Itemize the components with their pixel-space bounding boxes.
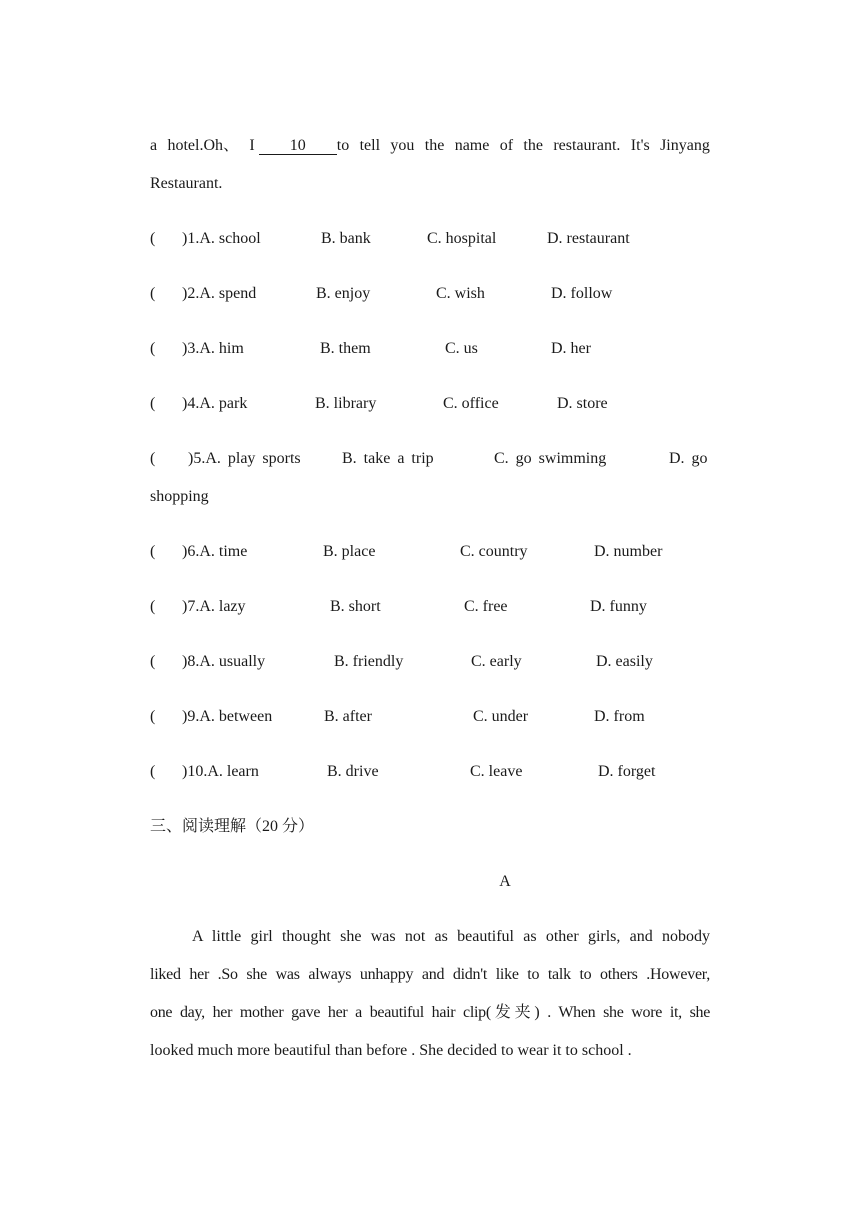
option-b: B. library [315, 395, 377, 412]
question-2 [150, 284, 710, 304]
reading-line-1: A little girl thought she was not as beautiful as other girls, and nobody [192, 928, 710, 945]
option-d: D. easily [596, 653, 653, 670]
option-a: )6.A. time [182, 543, 248, 560]
word: the [523, 137, 543, 154]
option-c: C. go swimming [494, 450, 607, 467]
word: restaurant. [553, 137, 621, 154]
option-a: )8.A. usually [182, 653, 266, 670]
option-a: )1.A. school [182, 230, 261, 247]
reading-line-3: one day, her mother gave her a beautiful hair clip(发夹) . When she wore it, she [150, 1004, 710, 1021]
answer-paren[interactable]: ( [150, 653, 156, 670]
option-c: C. country [460, 543, 528, 560]
passage-line-2: Restaurant. [150, 175, 223, 192]
answer-paren[interactable]: ( [150, 450, 156, 467]
option-d: D. her [551, 340, 591, 357]
answer-paren[interactable]: ( [150, 763, 156, 780]
question-9 [150, 707, 710, 727]
option-c: C. office [443, 395, 499, 412]
answer-paren[interactable]: ( [150, 230, 156, 247]
option-c: C. free [464, 598, 508, 615]
word: the [424, 137, 445, 154]
option-b: B. them [320, 340, 371, 357]
answer-blank[interactable]: 10 [259, 137, 337, 155]
option-b: B. place [323, 543, 376, 560]
answer-paren[interactable]: ( [150, 340, 156, 357]
word: hotel.Oh、 [167, 137, 240, 154]
question-3 [150, 339, 710, 359]
word: you [390, 137, 415, 154]
answer-paren[interactable]: ( [150, 708, 156, 725]
word: tell [359, 137, 381, 154]
question-4 [150, 394, 710, 414]
question-8 [150, 652, 710, 672]
blank-group [249, 136, 349, 156]
question-1 [150, 229, 710, 249]
answer-paren[interactable]: ( [150, 395, 156, 412]
question-10 [150, 762, 710, 782]
reading-line-2: liked her .So she was always unhappy and didn't like to talk to others .However, [150, 966, 710, 983]
option-d: D. go [669, 450, 708, 467]
option-d: D. store [557, 395, 608, 412]
word: a [150, 137, 158, 154]
reading-line-4: looked much more beautiful than before . She decided to wear it to school . [150, 1042, 632, 1059]
option-b: B. take a trip [342, 450, 434, 467]
option-b: B. after [324, 708, 372, 725]
option-d: D. follow [551, 285, 613, 302]
option-a: )9.A. between [182, 708, 273, 725]
option-b: B. enjoy [316, 285, 371, 302]
option-a: )2.A. spend [182, 285, 257, 302]
option-a: )3.A. him [182, 340, 244, 357]
word: to [336, 137, 350, 154]
question-7 [150, 597, 710, 617]
word: of [499, 137, 514, 154]
option-d: D. funny [590, 598, 647, 615]
option-c: C. leave [470, 763, 523, 780]
option-c: C. us [445, 340, 478, 357]
option-b: B. friendly [334, 653, 404, 670]
option-b: B. bank [321, 230, 371, 247]
option-a: )4.A. park [182, 395, 248, 412]
passage-title: A [499, 873, 511, 890]
section-heading: 三、阅读理解（20 分） [150, 818, 315, 835]
option-c: C. wish [436, 285, 485, 302]
word: It's [630, 137, 650, 154]
option-c: C. under [473, 708, 529, 725]
answer-paren[interactable]: ( [150, 598, 156, 615]
answer-paren[interactable]: ( [150, 285, 156, 302]
option-d: D. number [594, 543, 663, 560]
word: Jinyang [660, 137, 710, 154]
option-a: )10.A. learn [182, 763, 259, 780]
question-5 [150, 449, 710, 469]
option-c: C. hospital [427, 230, 497, 247]
option-d: D. restaurant [547, 230, 630, 247]
option-c: C. early [471, 653, 522, 670]
option-a: )7.A. lazy [182, 598, 246, 615]
answer-paren[interactable]: ( [150, 543, 156, 560]
word: name [454, 137, 490, 154]
option-b: B. short [330, 598, 381, 615]
option-d: D. from [594, 708, 645, 725]
question-6 [150, 542, 710, 562]
question-5-wrap: shopping [150, 488, 209, 505]
option-d: D. forget [598, 763, 656, 780]
option-b: B. drive [327, 763, 379, 780]
option-a: )5.A. play sports [188, 450, 301, 467]
word: I [249, 137, 255, 154]
passage-line-1 [150, 136, 710, 156]
